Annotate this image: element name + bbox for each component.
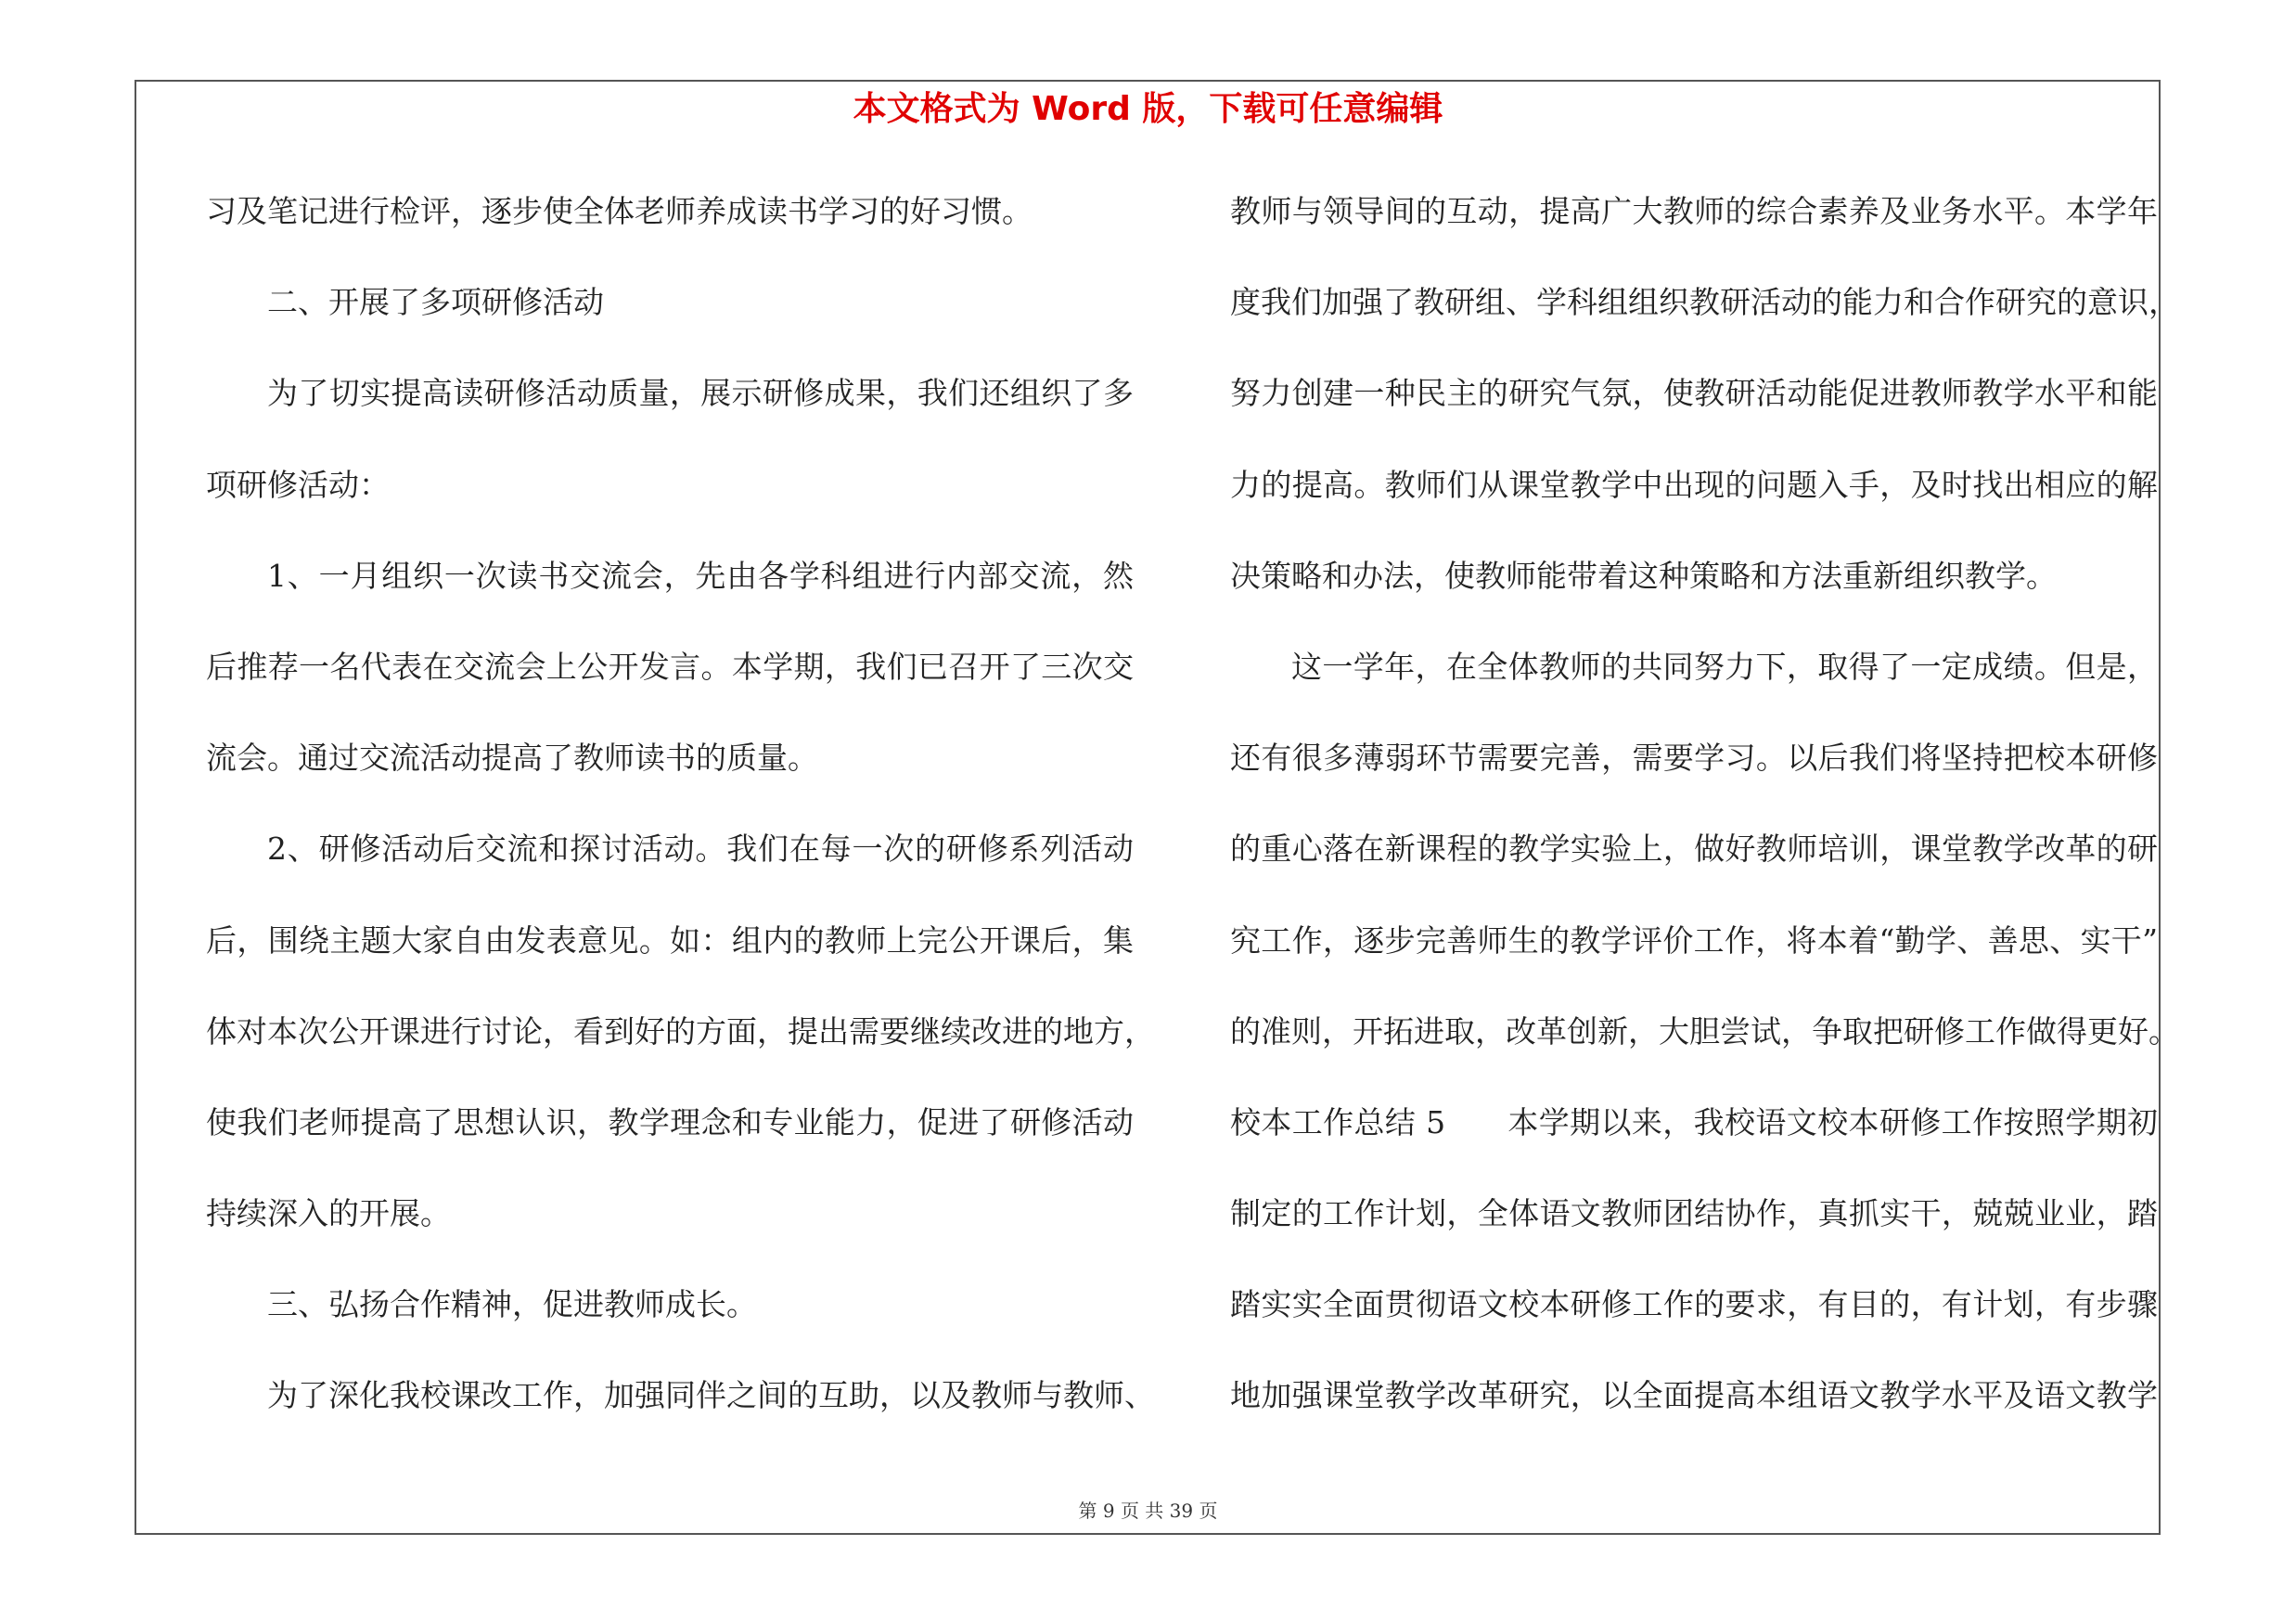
text-line: 踏实实全面贯彻语文校本研修工作的要求，有目的，有计划，有步骤 [1230,1286,2158,1323]
text-line: 流会。通过交流活动提高了教师读书的质量。 [206,740,818,777]
text-line: 究工作，逐步完善师生的教学评价工作，将本着“勤学、善思、实干” [1230,921,2158,959]
left-text-column [206,184,1155,1460]
text-line: 持续深入的开展。 [206,1195,451,1232]
text-line: 体对本次公开课进行讨论，看到好的方面，提出需要继续改进的地方， [206,1012,1155,1050]
text-line: 的重心落在新课程的教学实验上，做好教师培训，课堂教学改革的研 [1230,831,2158,868]
text-line: 后推荐一名代表在交流会上公开发言。本学期，我们已召开了三次交 [206,648,1134,685]
right-text-column [1230,184,2179,1460]
word-format-banner: 本文格式为 Word 版，下载可任意编辑 [853,90,1443,128]
text-line: 的准则，开拓进取，改革创新，大胆尝试，争取把研修工作做得更好。 [1230,1012,2179,1050]
text-line: 二、开展了多项研修活动 [267,284,604,321]
text-line: 这一学年，在全体教师的共同努力下，取得了一定成绩。但是， [1291,648,2158,685]
text-line: 后，围绕主题大家自由发表意见。如：组内的教师上完公开课后，集 [206,921,1134,959]
text-line: 为了深化我校课改工作，加强同伴之间的互助，以及教师与教师、 [267,1377,1155,1414]
text-line: 还有很多薄弱环节需要完善，需要学习。以后我们将坚持把校本研修 [1230,740,2158,777]
text-line: 教师与领导间的互动，提高广大教师的综合素养及业务水平。本学年 [1230,193,2158,229]
text-line: 1、一月组织一次读书交流会，先由各学科组进行内部交流，然 [267,557,1134,594]
text-line: 2、研修活动后交流和探讨活动。我们在每一次的研修系列活动 [267,831,1134,868]
page-number-footer: 第 9 页 共 39 页 [1078,1500,1218,1522]
text-line: 习及笔记进行检评，逐步使全体老师养成读书学习的好习惯。 [206,193,1033,229]
text-line: 使我们老师提高了思想认识，教学理念和专业能力，促进了研修活动 [206,1103,1134,1140]
text-line: 制定的工作计划，全体语文教师团结协作，真抓实干，兢兢业业，踏 [1230,1195,2158,1232]
text-line: 三、弘扬合作精神，促进教师成长。 [267,1286,757,1323]
text-line: 校本工作总结 5 本学期以来，我校语文校本研修工作按照学期初 [1230,1103,2158,1140]
text-line: 项研修活动： [206,466,390,503]
text-line: 努力创建一种民主的研究气氛，使教研活动能促进教师教学水平和能 [1230,375,2158,412]
text-line: 地加强课堂教学改革研究，以全面提高本组语文教学水平及语文教学 [1230,1377,2158,1414]
text-line: 力的提高。教师们从课堂教学中出现的问题入手，及时找出相应的解 [1230,466,2158,503]
text-line: 度我们加强了教研组、学科组组织教研活动的能力和合作研究的意识， [1230,284,2179,321]
text-line: 决策略和办法，使教师能带着这种策略和方法重新组织教学。 [1230,557,2057,594]
text-line: 为了切实提高读研修活动质量，展示研修成果，我们还组织了多 [267,375,1134,412]
